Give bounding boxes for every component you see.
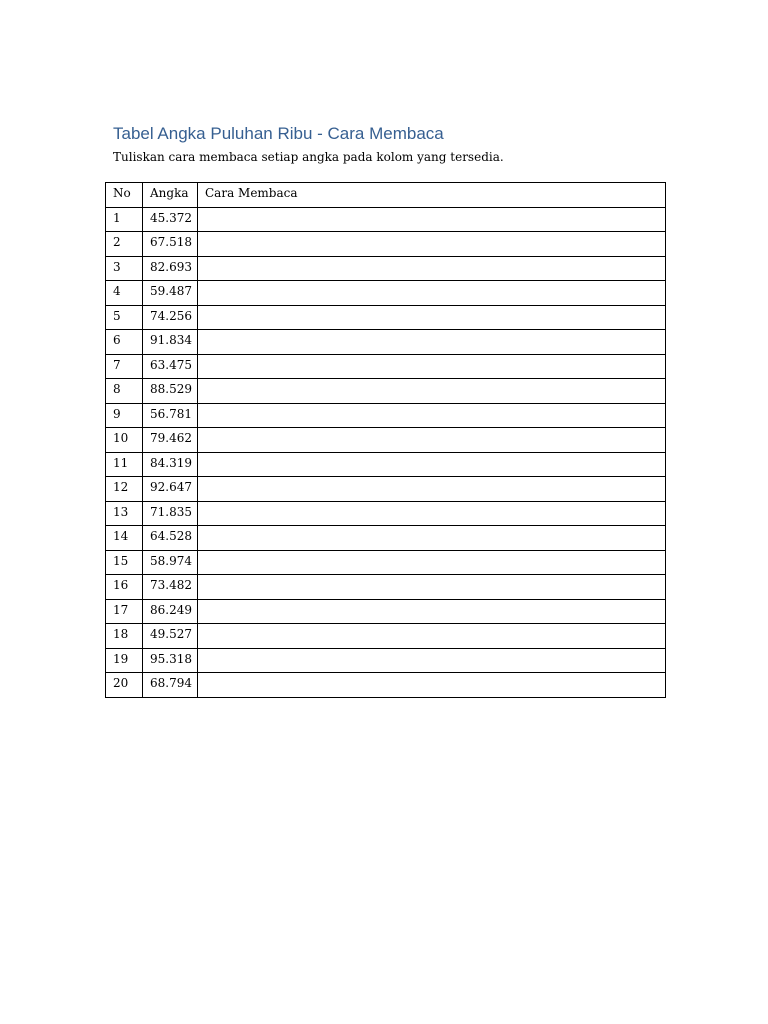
cell-no: 10: [106, 428, 143, 453]
cell-no: 12: [106, 477, 143, 502]
cell-no: 1: [106, 207, 143, 232]
cell-cara-membaca[interactable]: [198, 673, 666, 698]
table-row: [106, 379, 666, 404]
cell-cara-membaca[interactable]: [198, 452, 666, 477]
cell-cara-membaca[interactable]: [198, 526, 666, 551]
cell-cara-membaca[interactable]: [198, 477, 666, 502]
cell-cara-membaca[interactable]: [198, 575, 666, 600]
table-row: [106, 256, 666, 281]
cell-angka: 58.974: [143, 550, 198, 575]
cell-no: 19: [106, 648, 143, 673]
cell-no: 17: [106, 599, 143, 624]
cell-no: 8: [106, 379, 143, 404]
cell-angka: 56.781: [143, 403, 198, 428]
cell-cara-membaca[interactable]: [198, 624, 666, 649]
cell-no: 18: [106, 624, 143, 649]
table-row: [106, 428, 666, 453]
cell-angka: 67.518: [143, 232, 198, 257]
document-instruction: Tuliskan cara membaca setiap angka pada kolom yang tersedia.: [113, 150, 504, 164]
cell-no: 15: [106, 550, 143, 575]
cell-no: 4: [106, 281, 143, 306]
header-cara-membaca: Cara Membaca: [198, 183, 666, 208]
table-row: [106, 477, 666, 502]
cell-cara-membaca[interactable]: [198, 354, 666, 379]
cell-angka: 68.794: [143, 673, 198, 698]
cell-cara-membaca[interactable]: [198, 207, 666, 232]
cell-cara-membaca[interactable]: [198, 305, 666, 330]
cell-angka: 73.482: [143, 575, 198, 600]
cell-no: 7: [106, 354, 143, 379]
cell-no: 3: [106, 256, 143, 281]
cell-angka: 63.475: [143, 354, 198, 379]
table-row: [106, 501, 666, 526]
table-row: [106, 232, 666, 257]
cell-cara-membaca[interactable]: [198, 379, 666, 404]
cell-angka: 71.835: [143, 501, 198, 526]
cell-cara-membaca[interactable]: [198, 599, 666, 624]
header-angka: Angka: [143, 183, 198, 208]
cell-angka: 86.249: [143, 599, 198, 624]
cell-cara-membaca[interactable]: [198, 550, 666, 575]
document-title: Tabel Angka Puluhan Ribu - Cara Membaca: [113, 124, 444, 143]
table-row: [106, 330, 666, 355]
cell-angka: 64.528: [143, 526, 198, 551]
cell-cara-membaca[interactable]: [198, 648, 666, 673]
cell-angka: 79.462: [143, 428, 198, 453]
cell-no: 11: [106, 452, 143, 477]
header-no: No: [106, 183, 143, 208]
cell-no: 2: [106, 232, 143, 257]
table-row: [106, 648, 666, 673]
cell-no: 9: [106, 403, 143, 428]
table-row: [106, 673, 666, 698]
cell-angka: 92.647: [143, 477, 198, 502]
cell-no: 13: [106, 501, 143, 526]
cell-no: 5: [106, 305, 143, 330]
cell-angka: 74.256: [143, 305, 198, 330]
table-row: [106, 403, 666, 428]
number-reading-table: [105, 182, 666, 698]
cell-no: 14: [106, 526, 143, 551]
table-header-row: [106, 183, 666, 208]
cell-angka: 59.487: [143, 281, 198, 306]
table-body: [106, 207, 666, 697]
cell-angka: 91.834: [143, 330, 198, 355]
cell-cara-membaca[interactable]: [198, 428, 666, 453]
table-row: [106, 550, 666, 575]
cell-cara-membaca[interactable]: [198, 330, 666, 355]
cell-no: 16: [106, 575, 143, 600]
cell-no: 20: [106, 673, 143, 698]
cell-angka: 88.529: [143, 379, 198, 404]
cell-angka: 49.527: [143, 624, 198, 649]
table-row: [106, 281, 666, 306]
cell-cara-membaca[interactable]: [198, 501, 666, 526]
cell-angka: 95.318: [143, 648, 198, 673]
cell-cara-membaca[interactable]: [198, 232, 666, 257]
cell-no: 6: [106, 330, 143, 355]
table-row: [106, 305, 666, 330]
table-row: [106, 207, 666, 232]
cell-cara-membaca[interactable]: [198, 281, 666, 306]
cell-angka: 82.693: [143, 256, 198, 281]
table-row: [106, 599, 666, 624]
table-row: [106, 575, 666, 600]
table-row: [106, 354, 666, 379]
cell-angka: 45.372: [143, 207, 198, 232]
cell-cara-membaca[interactable]: [198, 403, 666, 428]
cell-angka: 84.319: [143, 452, 198, 477]
table-row: [106, 526, 666, 551]
table-row: [106, 452, 666, 477]
cell-cara-membaca[interactable]: [198, 256, 666, 281]
table-row: [106, 624, 666, 649]
